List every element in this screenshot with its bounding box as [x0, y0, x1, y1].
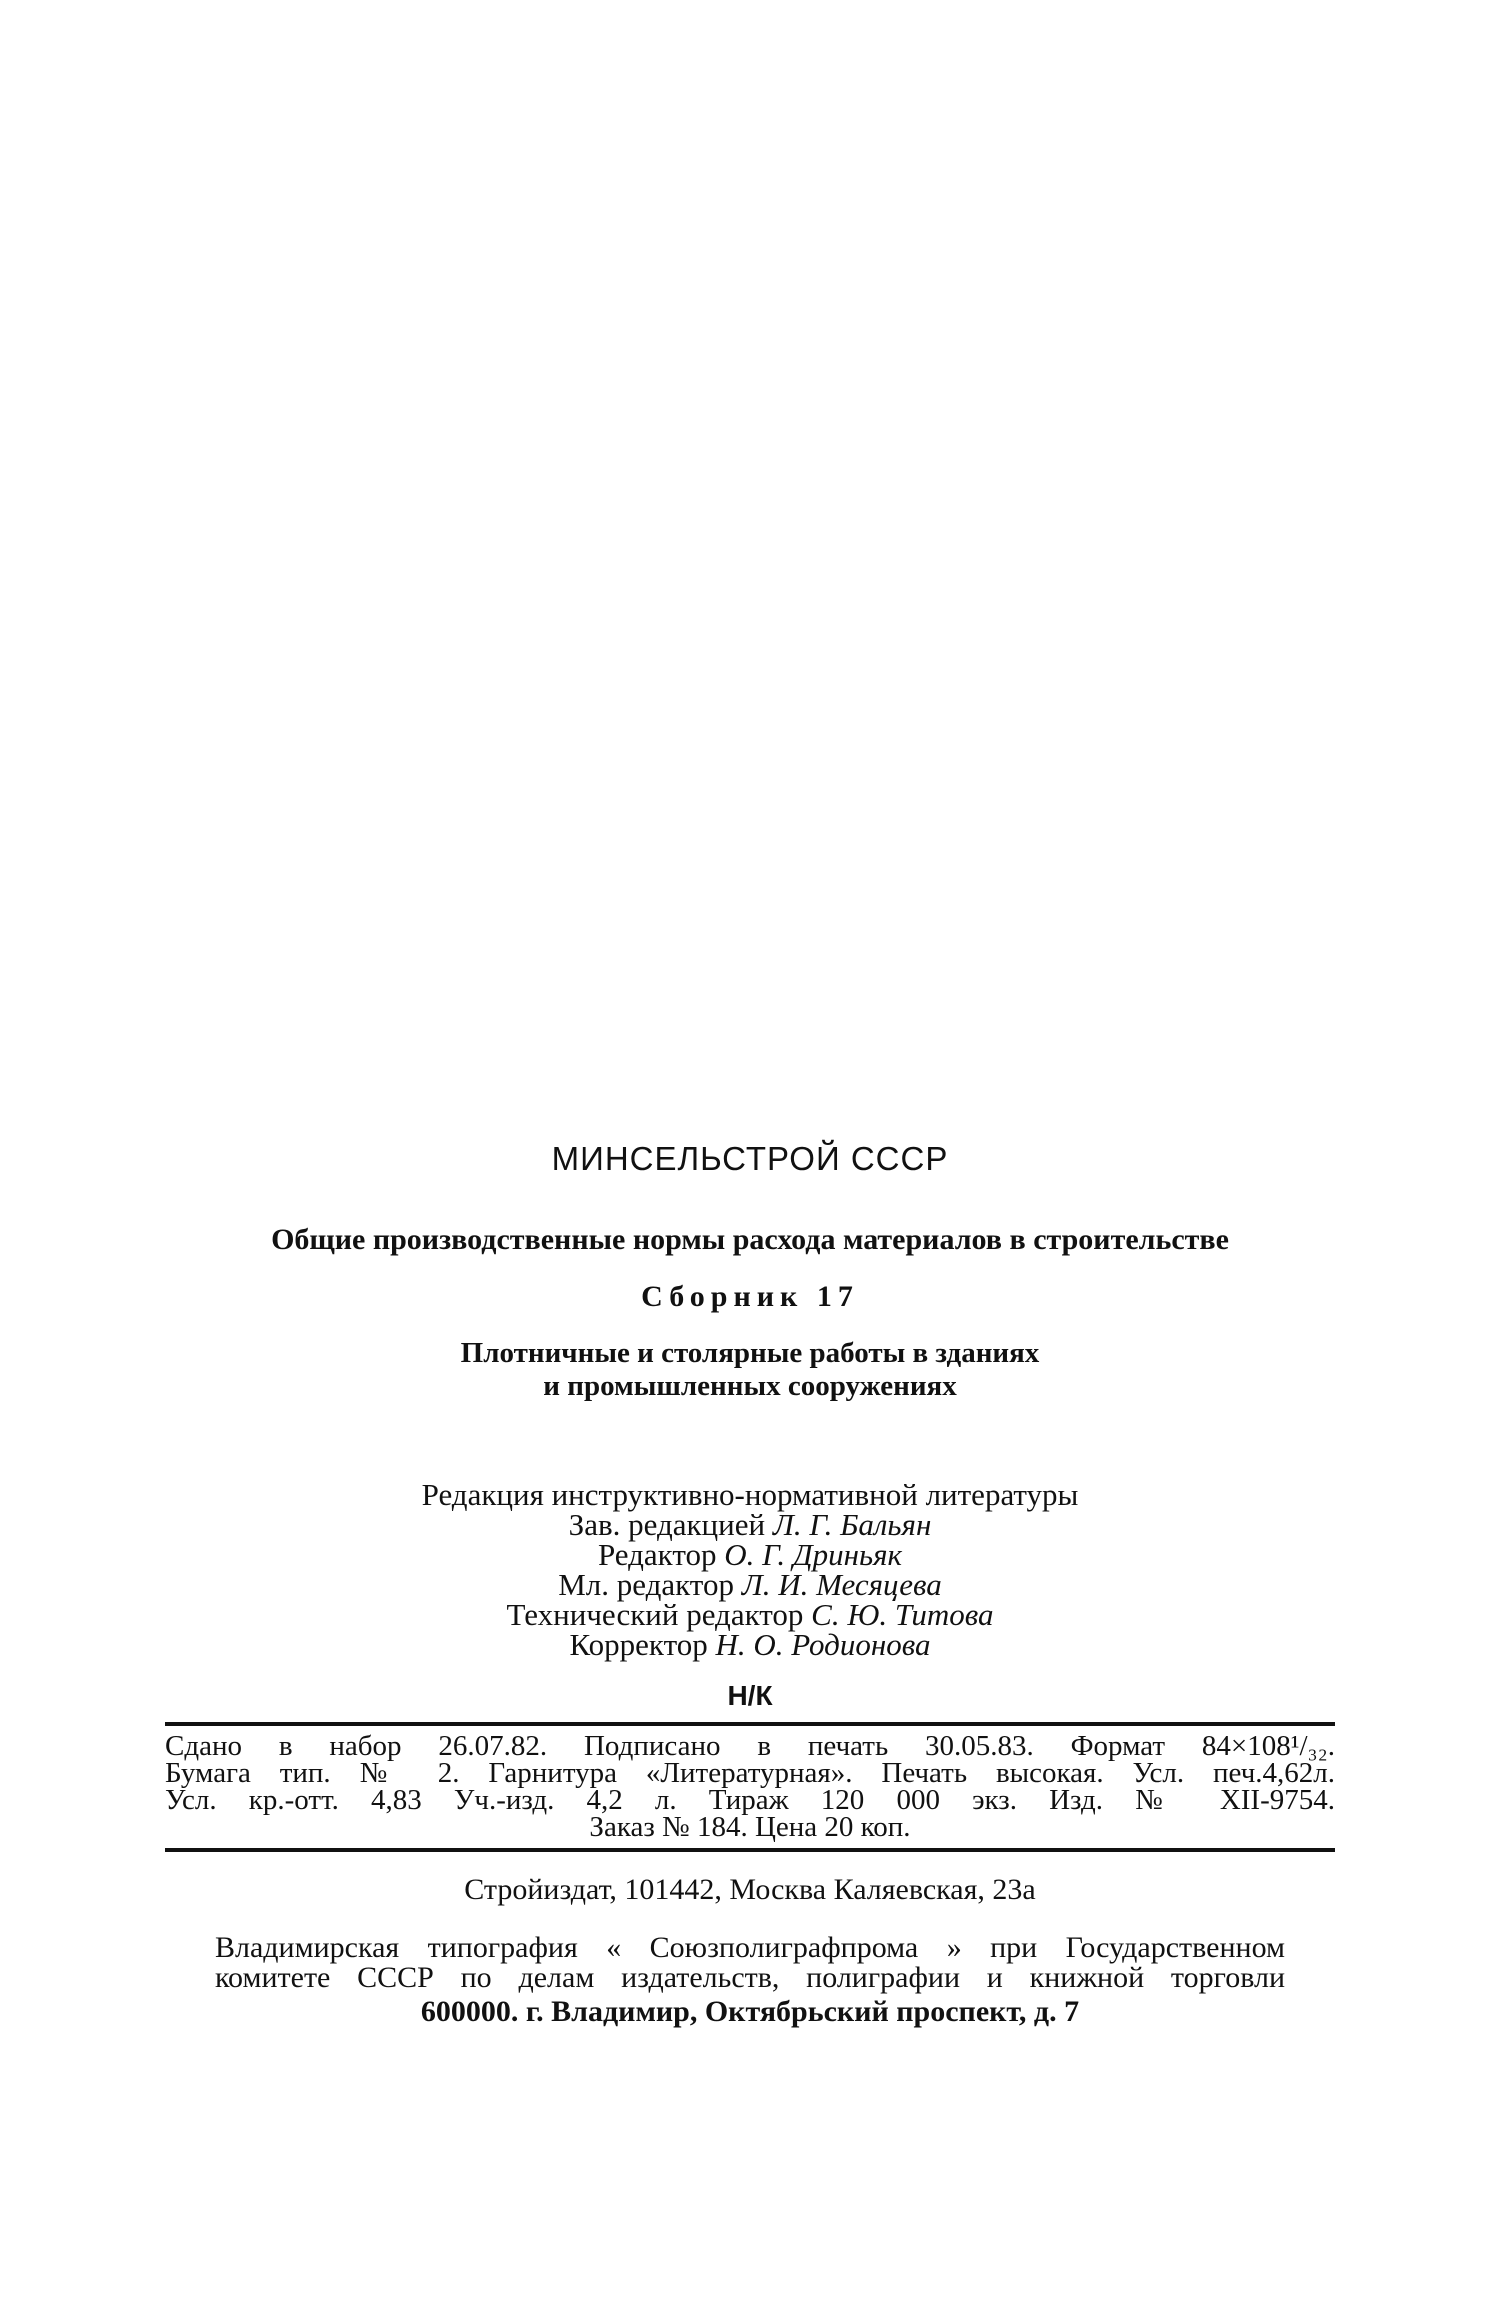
- printer-line: комитете СССР по делам издательств, полиграфии и книжной торговли: [215, 1961, 1285, 1994]
- collection-number: Сборник 17: [641, 1280, 859, 1313]
- series-title: Общие производственные нормы расхода материалов в строительстве: [271, 1223, 1229, 1256]
- print-details: [165, 1730, 1335, 1843]
- order-price-line: Заказ № 184. Цена 20 коп.: [589, 1811, 911, 1843]
- classification-code: Н/К: [727, 1680, 773, 1711]
- credit-row: [0, 1597, 1500, 1632]
- credit-name: Л. И. Месяцева: [741, 1567, 942, 1602]
- credit-name: О. Г. Дриньяк: [724, 1537, 903, 1572]
- credit-role: Корректор: [569, 1627, 716, 1662]
- credit-row: [0, 1567, 1500, 1602]
- printer-info: [215, 1933, 1285, 1993]
- credit-role: Зав. редакцией: [568, 1507, 773, 1542]
- ministry-name: МИНСЕЛЬСТРОЙ СССР: [551, 1140, 949, 1177]
- credit-row: [0, 1507, 1500, 1542]
- book-title-line: Плотничные и столярные работы в зданиях: [460, 1337, 1040, 1369]
- print-details-line: Сдано в набор 26.07.82. Подписано в печать 30.05.83. Формат 84×108¹/₃₂.: [165, 1730, 1335, 1762]
- publisher-line: Стройиздат, 101442, Москва Каляевская, 23а: [464, 1873, 1036, 1906]
- printer-line: Владимирская типография « Союзполиграфпрома » при Государственном: [215, 1931, 1285, 1964]
- credit-name: Л. Г. Бальян: [772, 1507, 932, 1542]
- editorial-credits: [0, 1477, 1500, 1662]
- credit-role: Мл. редактор: [558, 1567, 742, 1602]
- credit-role: Технический редактор: [506, 1597, 812, 1632]
- credit-name: Н. О. Родионова: [715, 1627, 931, 1662]
- print-details-line: Усл. кр.-отт. 4,83 Уч.-изд. 4,2 л. Тираж 120 000 экз. Изд. № XII-9754.: [165, 1784, 1335, 1816]
- editorial-department: Редакция инструктивно-нормативной литературы: [421, 1477, 1079, 1512]
- credit-role: Редактор: [597, 1537, 725, 1572]
- print-details-line: Бумага тип. № 2. Гарнитура «Литературная». Печать высокая. Усл. печ.4,62л.: [165, 1757, 1335, 1789]
- divider-bottom: [165, 1848, 1335, 1852]
- printer-address: 600000. г. Владимир, Октябрьский проспект, д. 7: [420, 1995, 1080, 2028]
- credit-row: [0, 1627, 1500, 1662]
- credit-name: С. Ю. Титова: [811, 1597, 994, 1632]
- divider-top: [165, 1722, 1335, 1726]
- credit-row: [0, 1537, 1500, 1572]
- book-title-line: и промышленных сооружениях: [543, 1370, 957, 1402]
- book-title: [0, 1337, 1500, 1403]
